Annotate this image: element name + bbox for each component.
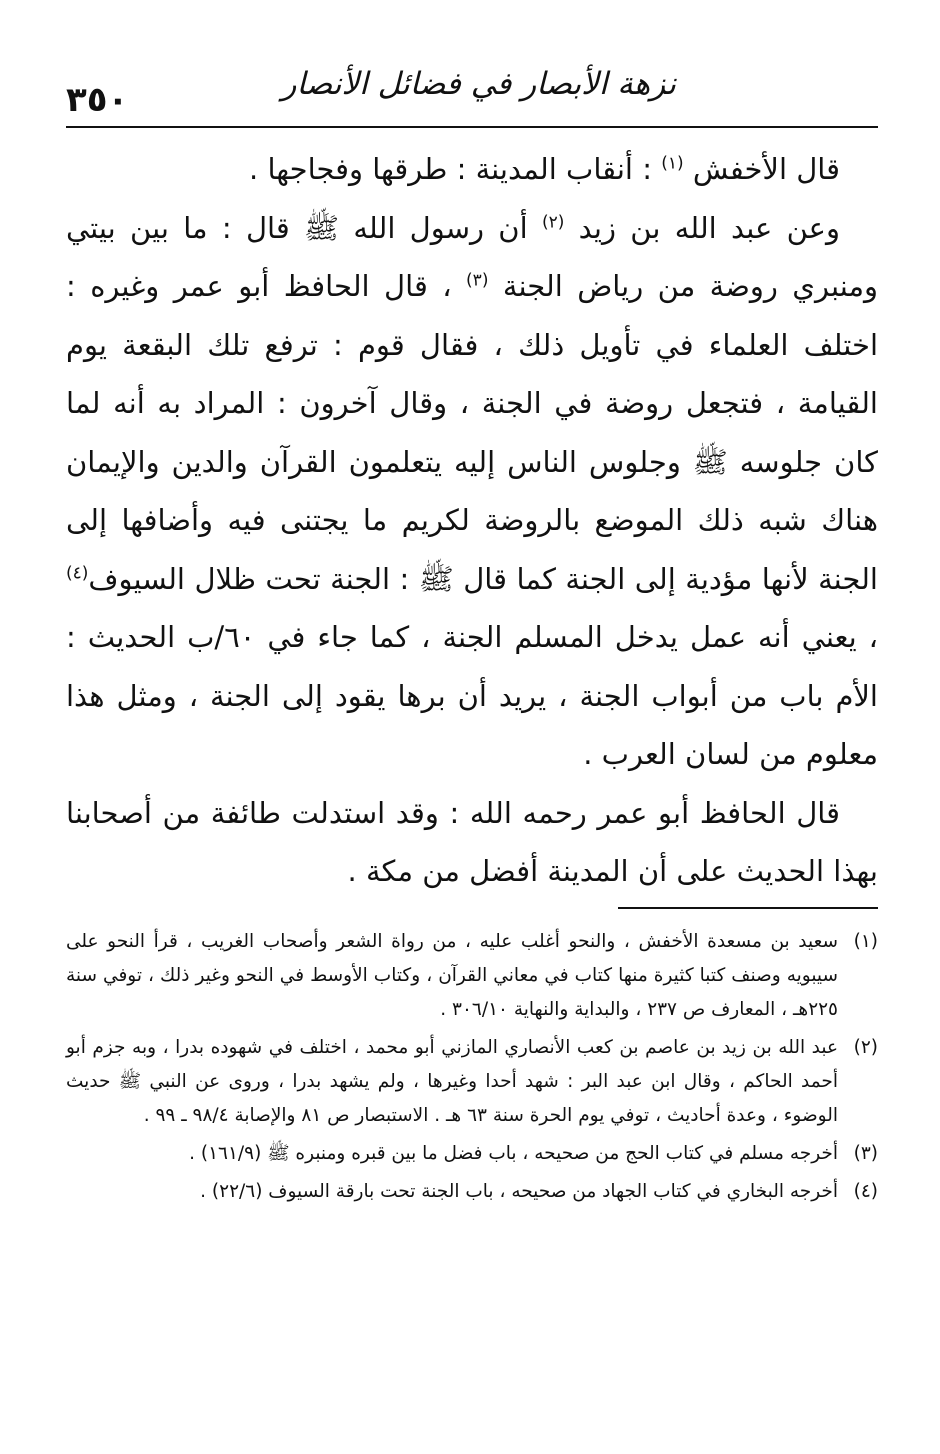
footnote-text: أخرجه البخاري في كتاب الجهاد من صحيحه ، باب الجنة تحت بارقة السيوف (٢٢/٦) . <box>200 1181 838 1202</box>
page-number: ٣٥٠ <box>66 80 129 120</box>
footnote-text: أخرجه مسلم في كتاب الحج من صحيحه ، باب فضل ما بين قبره ومنبره ﷺ (١٦١/٩) . <box>189 1143 838 1164</box>
footnote-divider <box>618 907 878 909</box>
footnote-ref-2: (٢) <box>541 211 565 232</box>
paragraph-2-text-b: أن رسول الله ﷺ قال : ما بين بيتي ومنبري روضة من رياض الجنة <box>66 210 879 303</box>
footnote-number: (٣) <box>853 1143 878 1164</box>
footnote-number: (٢) <box>853 1037 878 1058</box>
footnote-text: سعيد بن مسعدة الأخفش ، والنحو أغلب عليه ، من رواة الشعر وأصحاب الغريب ، قرأ النحو على سيبويه وصنف كتبا كثيرة منها كتاب في معاني القرآن ، وكتاب الأوسط في النحو وغير ذلك ، توفي سنة ٢٢٥هـ ، المعارف ص ٢٣٧ ، والبداية والنهاية ٣٠٦/١٠ . <box>66 931 838 1020</box>
header-rule <box>66 126 878 128</box>
main-text <box>66 140 878 901</box>
paragraph-1-text-end: : أنقاب المدينة : طرقها وفجاجها . <box>249 152 662 186</box>
footnotes <box>66 925 878 1213</box>
footnote-4 <box>66 1175 878 1209</box>
footnote-ref-3: (٣) <box>466 270 489 291</box>
paragraph-1-text: قال الأخفش <box>692 152 840 186</box>
paragraph-1 <box>66 140 878 199</box>
paragraph-2 <box>66 199 878 784</box>
paragraph-3: قال الحافظ أبو عمر رحمه الله : وقد استدلت طائفة من أصحابنا بهذا الحديث على أن المدينة أفضل من مكة . <box>66 795 878 888</box>
paragraph-2-text-d: ، يعني أنه عمل يدخل المسلم الجنة ، كما جاء في ٦٠/ب الحديث : الأم باب من أبواب الجنة ، يريد أن برها يقود إلى الجنة ، ومثل هذا معلوم من لسان العرب . <box>66 620 878 771</box>
page-header <box>66 58 878 120</box>
footnote-ref-1: (١) <box>661 153 684 174</box>
footnote-2 <box>66 1031 878 1133</box>
footnote-1 <box>66 925 878 1027</box>
footnote-number: (١) <box>853 931 878 952</box>
paragraph-2-text-c: ، قال الحافظ أبو عمر وغيره : اختلف العلماء في تأويل ذلك ، فقال قوم : ترفع تلك البقعة يوم القيامة ، فتجعل روضة في الجنة ، وقال آخرون : المراد به أنه لما كان جلوسه ﷺ وجلوس الناس إليه يتعلمون القرآن والدين والإيمان هناك شبه ذلك الموضع بالروضة لكريم ما يجتنى فيه وأضافها إلى الجنة لأنها مؤدية إلى الجنة كما قال ﷺ : الجنة تحت ظلال السيوف <box>66 269 878 596</box>
paragraph-2-text-a: وعن عبد الله بن زيد <box>578 210 840 245</box>
footnote-ref-4: (٤) <box>66 562 89 583</box>
footnote-number: (٤) <box>853 1181 878 1202</box>
footnote-text: عبد الله بن زيد بن عاصم بن كعب الأنصاري المازني أبو محمد ، اختلف في شهوده بدرا ، وبه جزم أبو أحمد الحاكم ، وقال ابن عبد البر : شهد أحدا وغيرها ، ولم يشهد بدرا ، وروى عن النبي ﷺ حديث الوضوء ، وعدة أحاديث ، توفي يوم الحرة سنة ٦٣ هـ . الاستبصار ص ٨١ والإصابة ٩٨/٤ ـ ٩٩ . <box>66 1037 838 1126</box>
running-title: نزهة الأبصار في فضائل الأنصار <box>281 66 676 102</box>
footnote-3 <box>66 1137 878 1171</box>
